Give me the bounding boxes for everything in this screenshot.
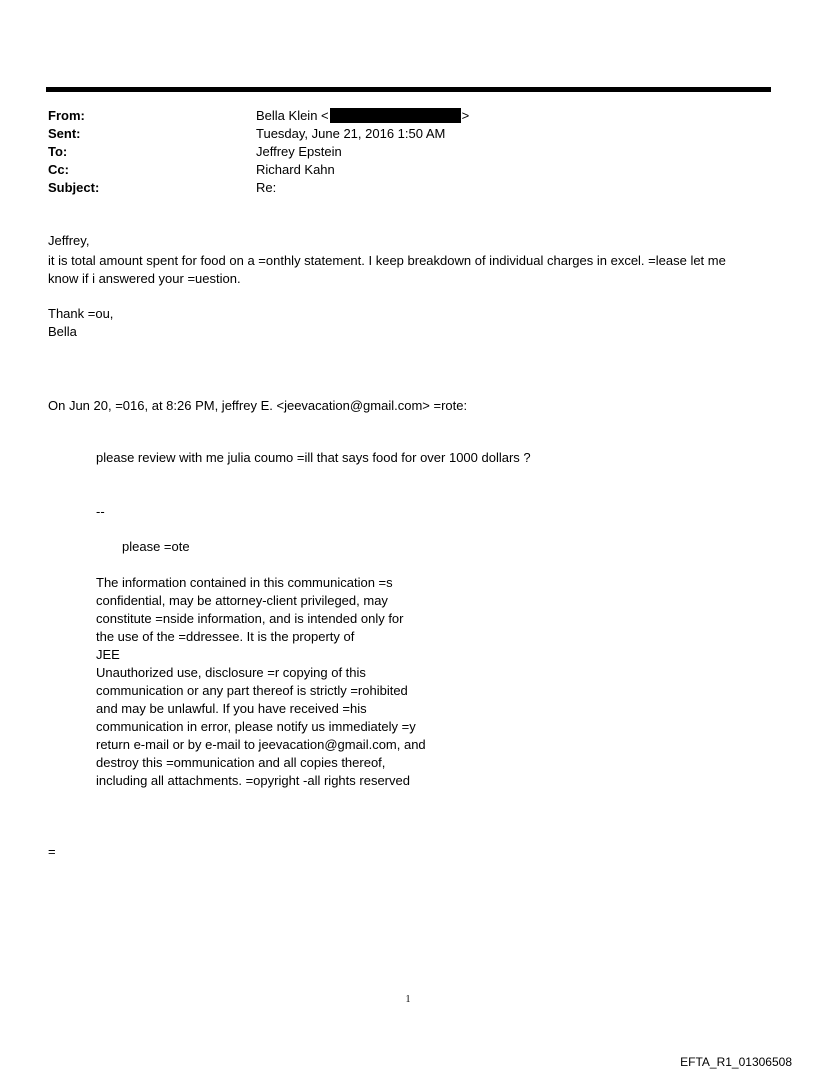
message-line-1: it is total amount spent for food on a =onthly statement. I keep breakdown of individual charges in excel. =lease let me	[48, 253, 726, 268]
disclaimer-line: the use of the =ddressee. It is the property of	[96, 629, 355, 644]
disclaimer-line: JEE	[96, 647, 120, 662]
quoted-request: please review with me julia coumo =ill that says food for over 1000 dollars ?	[96, 450, 531, 465]
disclaimer-line: including all attachments. =opyright -all rights reserved	[96, 773, 410, 788]
sign-off: Thank =ou,	[48, 306, 114, 321]
disclaimer-line: confidential, may be attorney-client privileged, may	[96, 593, 388, 608]
subject-label: Subject:	[48, 180, 100, 195]
message-line-2: know if i answered your =uestion.	[48, 271, 241, 286]
signature: Bella	[48, 324, 77, 339]
please-note: please =ote	[122, 539, 190, 554]
from-name: Bella Klein <	[256, 108, 329, 123]
document-id: EFTA_R1_01306508	[680, 1055, 792, 1069]
quote-attribution: On Jun 20, =016, at 8:26 PM, jeffrey E. <jeevacation@gmail.com> =rote:	[48, 398, 468, 413]
disclaimer-line: communication in error, please notify us immediately =y	[96, 719, 416, 734]
header-divider	[46, 87, 771, 92]
disclaimer-line: The information contained in this communication =s	[96, 575, 393, 590]
from-bracket-close: >	[461, 108, 470, 123]
sent-value: Tuesday, June 21, 2016 1:50 AM	[256, 126, 446, 141]
disclaimer-line: return e-mail or by e-mail to jeevacation@gmail.com, and	[96, 737, 426, 752]
page-number: 1	[405, 994, 411, 1005]
disclaimer-line: constitute =nside information, and is intended only for	[96, 611, 404, 626]
redacted-email-block	[330, 108, 461, 123]
cc-label: Cc:	[48, 162, 69, 177]
disclaimer-line: and may be unlawful. If you have received =his	[96, 701, 367, 716]
sent-label: Sent:	[48, 126, 81, 141]
cc-value: Richard Kahn	[256, 162, 335, 177]
subject-value: Re:	[256, 180, 277, 195]
to-value: Jeffrey Epstein	[256, 144, 342, 159]
trailing-mark: =	[48, 844, 56, 859]
from-label: From:	[48, 108, 85, 123]
greeting: Jeffrey,	[48, 233, 90, 248]
signature-separator: --	[96, 504, 105, 519]
from-value	[256, 107, 756, 125]
disclaimer-line: Unauthorized use, disclosure =r copying of this	[96, 665, 366, 680]
disclaimer-line: communication or any part thereof is strictly =rohibited	[96, 683, 408, 698]
disclaimer-line: destroy this =ommunication and all copies thereof,	[96, 755, 386, 770]
to-label: To:	[48, 144, 68, 159]
